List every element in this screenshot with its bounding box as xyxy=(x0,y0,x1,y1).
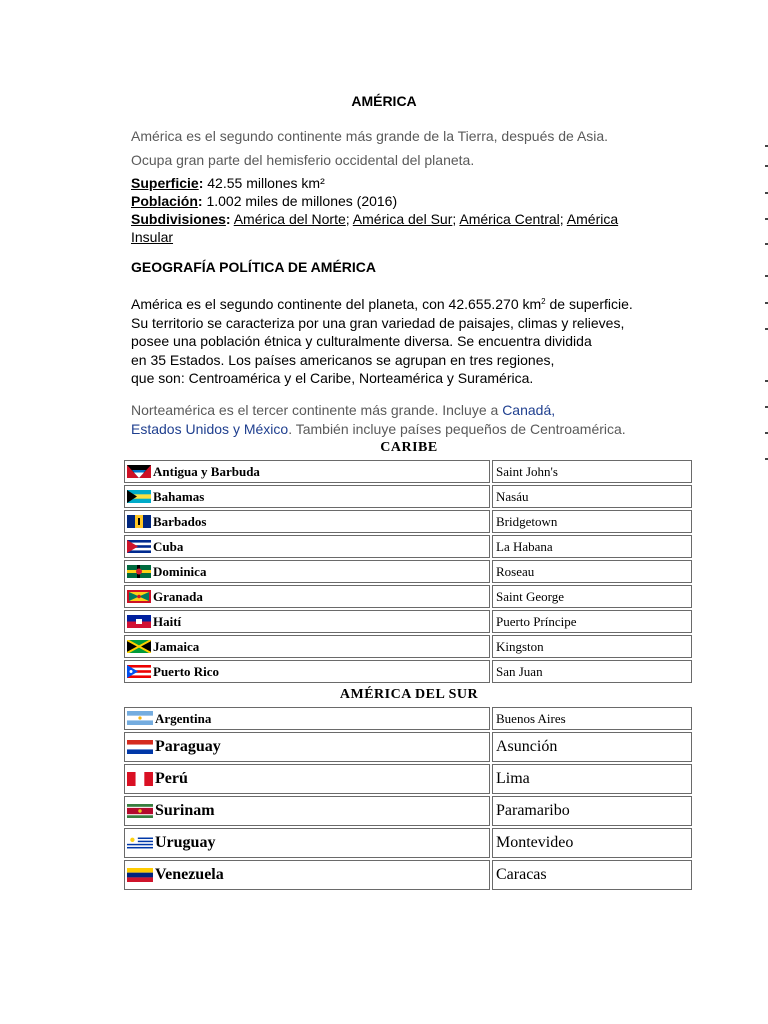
table-row xyxy=(123,584,695,609)
country-name: Dominica xyxy=(153,563,207,579)
venezuela-flag-icon xyxy=(127,868,153,883)
subdivision-link-central[interactable]: América Central xyxy=(459,211,560,227)
country-cell xyxy=(124,485,490,508)
surface-fact: Superficie: 42.55 millones km² xyxy=(131,175,325,191)
country-name: Paraguay xyxy=(155,738,221,755)
country-name: Bahamas xyxy=(153,488,205,504)
capital-cell: Montevideo xyxy=(492,828,692,858)
capital-cell: Paramaribo xyxy=(492,796,692,826)
country-name: Haití xyxy=(153,613,182,629)
country-cell xyxy=(124,796,490,826)
north-text-a: Norteamérica es el tercer continente más grande. Incluye a xyxy=(131,402,503,418)
country-name: Barbados xyxy=(153,513,207,529)
table-row xyxy=(123,795,695,827)
subdivision-link-south[interactable]: América del Sur xyxy=(352,211,453,227)
country-cell xyxy=(124,585,490,608)
country-name: Uruguay xyxy=(155,834,216,851)
peru-flag-icon xyxy=(127,772,153,787)
table-row xyxy=(123,459,695,484)
country-name: Cuba xyxy=(153,538,184,554)
capital-cell: La Habana xyxy=(492,535,692,558)
country-cell xyxy=(124,764,490,794)
capital-cell: Buenos Aires xyxy=(492,707,692,730)
capital-cell: Saint John's xyxy=(492,460,692,483)
country-cell xyxy=(124,828,490,858)
jamaica-flag-icon xyxy=(127,640,151,653)
subdivisions-fact: Subdivisiones: América del Norte; América del Sur; América Central; América xyxy=(131,211,619,227)
country-name: Jamaica xyxy=(153,638,200,654)
para-line-1b: de superficie. xyxy=(545,296,633,312)
country-name: Argentina xyxy=(155,710,212,726)
margin-marks xyxy=(762,140,768,470)
para-line-5: que son: Centroamérica y el Caribe, Norteamérica y Suramérica. xyxy=(131,370,534,386)
capital-cell: Puerto Príncipe xyxy=(492,610,692,633)
dominica-flag-icon xyxy=(127,565,151,578)
table-row xyxy=(123,731,695,763)
table-row xyxy=(123,509,695,534)
page-title: AMÉRICA xyxy=(351,93,417,109)
country-name: Venezuela xyxy=(155,866,224,883)
bahamas-flag-icon xyxy=(127,490,151,503)
canada-link[interactable]: Canadá xyxy=(502,402,552,418)
capital-cell: San Juan xyxy=(492,660,692,683)
countries-table xyxy=(123,437,695,891)
para-line-4: en 35 Estados. Los países americanos se agrupan en tres regiones, xyxy=(131,351,555,368)
subdivisions-label: Subdivisiones xyxy=(131,211,226,227)
population-value: 1.002 miles de millones (2016) xyxy=(206,193,398,209)
country-cell xyxy=(124,635,490,658)
capital-cell: Bridgetown xyxy=(492,510,692,533)
intro-line-1: América es el segundo continente más grande de la Tierra, después de Asia. xyxy=(131,128,609,144)
table-row xyxy=(123,534,695,559)
capital-cell: Kingston xyxy=(492,635,692,658)
section-heading: GEOGRAFÍA POLÍTICA DE AMÉRICA xyxy=(131,259,376,275)
us-mexico-link[interactable]: Estados Unidos y México xyxy=(131,420,289,437)
country-cell xyxy=(124,535,490,558)
capital-cell: Caracas xyxy=(492,860,692,890)
table-row xyxy=(123,859,695,891)
sur-header: AMÉRICA DEL SUR xyxy=(339,687,479,702)
country-cell xyxy=(124,560,490,583)
table-row xyxy=(123,706,695,731)
subdivision-link-insular-cont[interactable]: Insular xyxy=(131,229,174,245)
table-row xyxy=(123,559,695,584)
caribe-rows xyxy=(123,459,695,684)
capital-cell: Nasáu xyxy=(492,485,692,508)
north-paragraph xyxy=(131,401,626,438)
population-fact: Población: 1.002 miles de millones (2016) xyxy=(131,193,398,209)
country-name: Surinam xyxy=(155,802,215,819)
country-cell xyxy=(124,860,490,890)
uruguay-flag-icon xyxy=(127,836,153,851)
table-row xyxy=(123,484,695,509)
table-row xyxy=(123,609,695,634)
comma: , xyxy=(551,402,556,418)
surinam-flag-icon xyxy=(127,804,153,819)
country-name: Perú xyxy=(155,770,188,787)
para-sup: 2 xyxy=(541,297,546,306)
intro-line-2: Ocupa gran parte del hemisferio occidental del planeta. xyxy=(131,152,475,168)
surface-value: 42.55 millones km² xyxy=(207,175,325,191)
capital-cell: Roseau xyxy=(492,560,692,583)
table-row xyxy=(123,763,695,795)
table-row xyxy=(123,659,695,684)
table-row xyxy=(123,827,695,859)
population-label: Población xyxy=(131,193,198,209)
sur-rows xyxy=(123,706,695,891)
capital-cell: Lima xyxy=(492,764,692,794)
north-text-b: . También incluye países pequeños de Centroamérica. xyxy=(288,420,626,437)
country-cell xyxy=(124,610,490,633)
country-cell xyxy=(124,707,490,730)
para-line-1a: América es el segundo continente del planeta, con 42.655.270 km xyxy=(131,296,542,312)
country-name: Antigua y Barbuda xyxy=(153,463,260,479)
barbados-flag-icon xyxy=(127,515,151,528)
haiti-flag-icon xyxy=(127,615,151,628)
argentina-flag-icon xyxy=(127,711,153,726)
paraguay-flag-icon xyxy=(127,740,153,755)
subdivision-link-north[interactable]: América del Norte xyxy=(233,211,346,227)
capital-cell: Asunción xyxy=(492,732,692,762)
country-cell xyxy=(124,660,490,683)
geography-paragraph xyxy=(131,293,633,388)
country-cell xyxy=(124,460,490,483)
country-name: Granada xyxy=(153,588,203,604)
puertorico-flag-icon xyxy=(127,665,151,678)
capital-cell: Saint George xyxy=(492,585,692,608)
para-line-3: posee una población étnica y culturalmente diversa. Se encuentra dividida xyxy=(131,333,592,349)
table-row xyxy=(123,634,695,659)
country-cell xyxy=(124,510,490,533)
antigua-flag-icon xyxy=(127,465,151,478)
para-line-2: Su territorio se caracteriza por una gran variedad de paisajes, climas y relieves, xyxy=(131,314,625,331)
surface-label: Superficie xyxy=(131,175,199,191)
caribe-header: CARIBE xyxy=(380,440,438,455)
country-name: Puerto Rico xyxy=(153,663,220,679)
subdivision-link-insular[interactable]: América xyxy=(566,211,619,227)
granada-flag-icon xyxy=(127,590,151,603)
cuba-flag-icon xyxy=(127,540,151,553)
country-cell xyxy=(124,732,490,762)
